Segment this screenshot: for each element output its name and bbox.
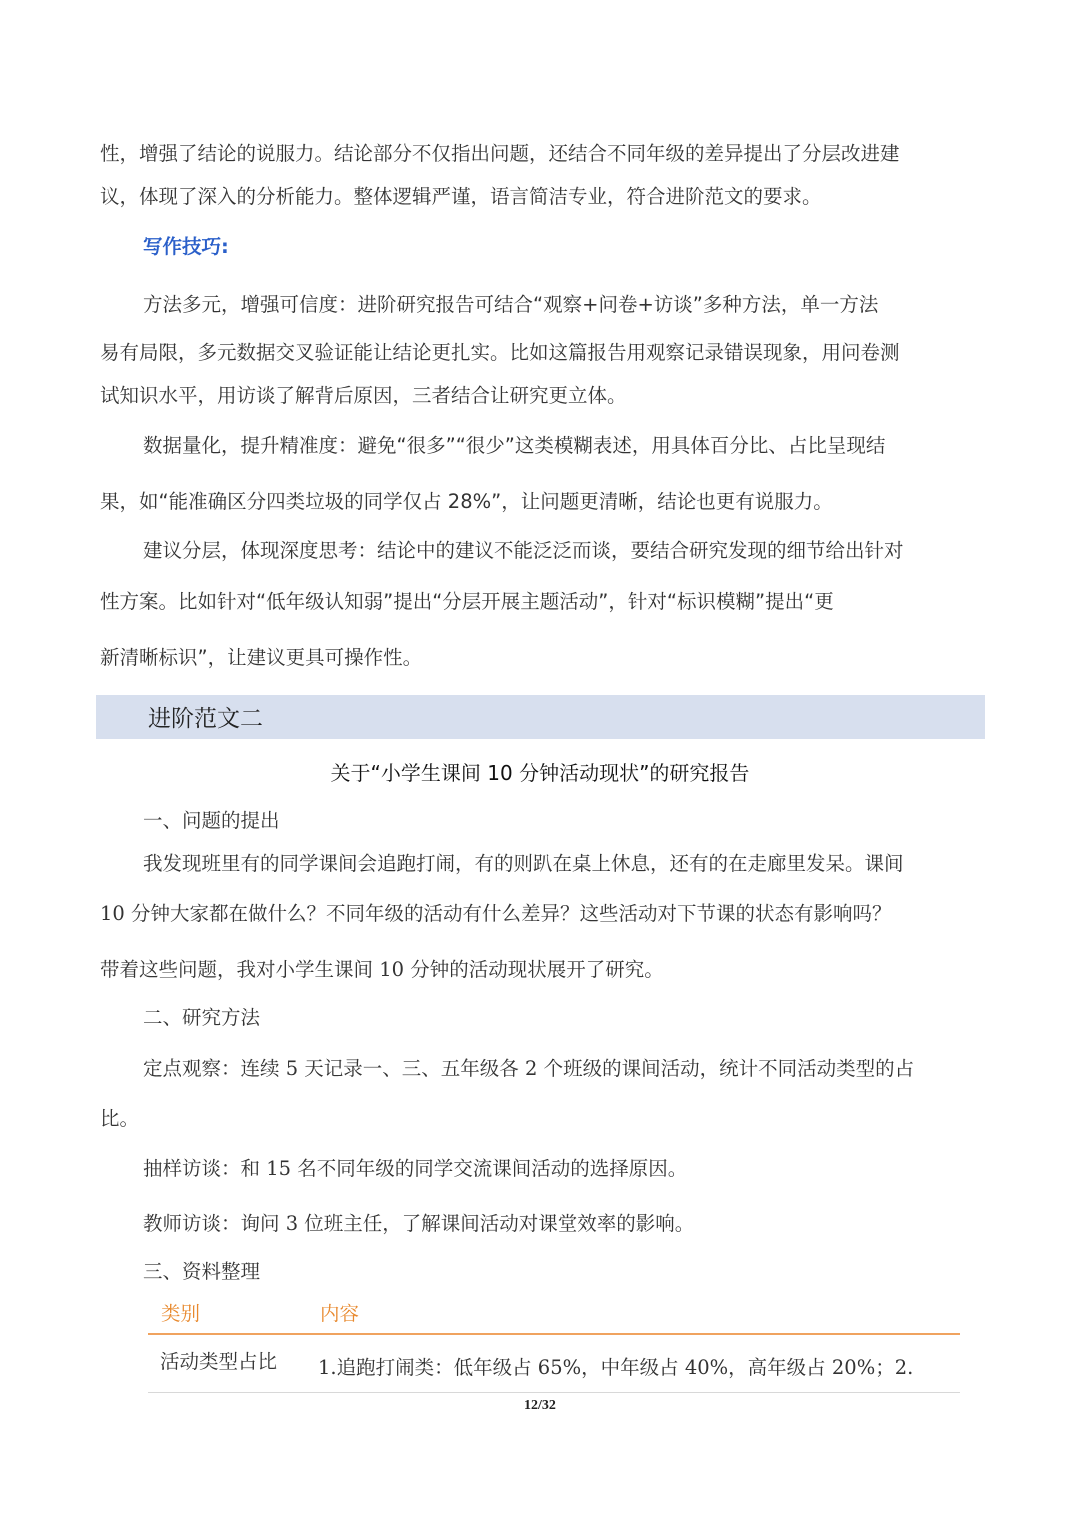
report-heading-3: 三、资料整理 bbox=[143, 1260, 261, 1283]
paragraph-line: 议，体现了深入的分析能力。整体逻辑严谨，语言简洁专业，符合进阶范文的要求。 bbox=[100, 185, 822, 208]
table-cell-category: 活动类型占比 bbox=[160, 1350, 278, 1373]
page-number: 12/32 bbox=[524, 1398, 556, 1413]
report-heading-2: 二、研究方法 bbox=[143, 1006, 261, 1029]
tip-line: 果，如“能准确区分四类垃圾的同学仅占 28%”，让问题更清晰，结论也更有说服力。 bbox=[100, 490, 833, 513]
report-line: 定点观察：连续 5 天记录一、三、五年级各 2 个班级的课间活动，统计不同活动类型的占 bbox=[143, 1057, 915, 1080]
tip-line: 方法多元，增强可信度：进阶研究报告可结合“观察+问卷+访谈”多种方法，单一方法 bbox=[143, 293, 879, 316]
table-header-category: 类别 bbox=[161, 1302, 201, 1325]
tip-line: 数据量化，提升精准度：避免“很多”“很少”这类模糊表述，用具体百分比、占比呈现结 bbox=[143, 434, 886, 457]
table-cell-content: 1.追跑打闹类：低年级占 65%，中年级占 40%，高年级占 20%；2. bbox=[318, 1356, 914, 1379]
tip-line: 建议分层，体现深度思考：结论中的建议不能泛泛而谈，要结合研究发现的细节给出针对 bbox=[143, 539, 904, 562]
report-line: 10 分钟大家都在做什么？不同年级的活动有什么差异？这些活动对下节课的状态有影响吗？ bbox=[100, 902, 892, 925]
section-header-bar bbox=[96, 695, 985, 739]
report-line: 教师访谈：询问 3 位班主任，了解课间活动对课堂效率的影响。 bbox=[143, 1212, 695, 1235]
report-line: 带着这些问题，我对小学生课间 10 分钟的活动现状展开了研究。 bbox=[100, 958, 664, 981]
paragraph-line: 性，增强了结论的说服力。结论部分不仅指出问题，还结合不同年级的差异提出了分层改进建 bbox=[100, 142, 900, 165]
table-header-rule bbox=[148, 1333, 960, 1335]
tip-line: 易有局限，多元数据交叉验证能让结论更扎实。比如这篇报告用观察记录错误现象，用问卷测 bbox=[100, 341, 900, 364]
report-title: 关于“小学生课间 10 分钟活动现状”的研究报告 bbox=[330, 761, 750, 785]
section-title: 进阶范文二 bbox=[148, 706, 263, 732]
report-line: 抽样访谈：和 15 名不同年级的同学交流课间活动的选择原因。 bbox=[143, 1157, 688, 1180]
tip-line: 性方案。比如针对“低年级认知弱”提出“分层开展主题活动”，针对“标识模糊”提出“更 bbox=[100, 590, 834, 613]
tip-line: 新清晰标识”，让建议更具可操作性。 bbox=[100, 646, 423, 669]
tip-line: 试知识水平，用访谈了解背后原因，三者结合让研究更立体。 bbox=[100, 384, 627, 407]
tips-heading: 写作技巧: bbox=[143, 235, 229, 258]
table-row-rule bbox=[148, 1392, 960, 1393]
report-line: 比。 bbox=[100, 1107, 140, 1130]
report-line: 我发现班里有的同学课间会追跑打闹，有的则趴在桌上休息，还有的在走廊里发呆。课间 bbox=[143, 852, 904, 875]
table-header-content: 内容 bbox=[320, 1302, 360, 1325]
report-heading-1: 一、问题的提出 bbox=[143, 809, 280, 832]
